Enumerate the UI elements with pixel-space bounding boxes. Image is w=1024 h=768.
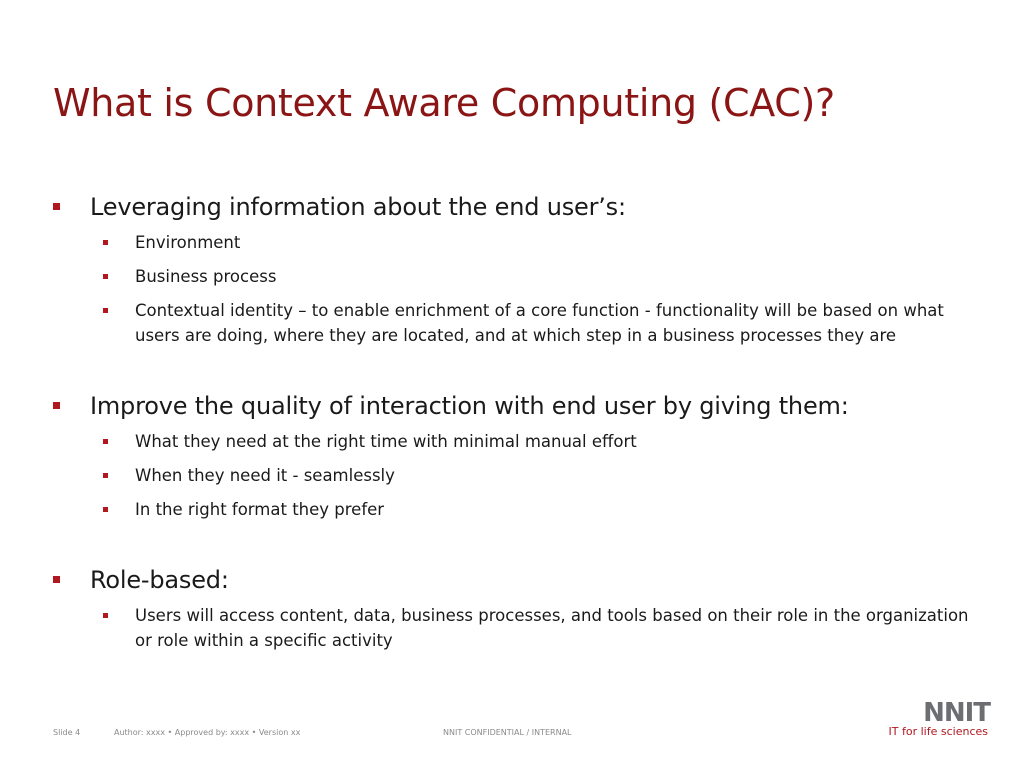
bullet-level1 (53, 391, 983, 421)
bullet-level1 (53, 565, 983, 595)
bullet-text: Improve the quality of interaction with end user by giving them: (90, 392, 849, 420)
square-bullet-icon (103, 613, 108, 618)
square-bullet-icon (103, 240, 108, 245)
bullet-text: Leveraging information about the end user’s: (90, 193, 626, 221)
square-bullet-icon (53, 576, 60, 583)
logo-tagline: IT for life sciences (888, 725, 988, 738)
bullet-level2 (53, 497, 983, 522)
bullet-level2 (53, 264, 983, 289)
bullet-level1 (53, 192, 983, 222)
slide-number: Slide 4 (53, 728, 81, 737)
bullet-level2 (53, 298, 983, 348)
logo-wordmark: NNIT (923, 698, 990, 728)
square-bullet-icon (103, 274, 108, 279)
square-bullet-icon (103, 473, 108, 478)
square-bullet-icon (103, 507, 108, 512)
bullet-text: What they need at the right time with minimal manual effort (135, 432, 637, 451)
bullet-level2 (53, 603, 983, 653)
square-bullet-icon (53, 203, 60, 210)
bullet-text: Contextual identity – to enable enrichment of a core function - functionality will be based on what users are doing, where they are located, and at which step in a business processes they are (135, 301, 944, 345)
slide-body (53, 192, 983, 653)
bullet-text: Users will access content, data, business processes, and tools based on their role in the organization or role within a specific activity (135, 606, 969, 650)
bullet-level2 (53, 230, 983, 255)
bullet-text: When they need it - seamlessly (135, 466, 395, 485)
footer-classification: NNIT CONFIDENTIAL / INTERNAL (443, 728, 572, 737)
footer-meta: Author: xxxx • Approved by: xxxx • Version xx (114, 728, 301, 737)
bullet-text: Environment (135, 233, 241, 252)
bullet-text: Business process (135, 267, 277, 286)
bullet-level2 (53, 429, 983, 454)
square-bullet-icon (53, 402, 60, 409)
bullet-text: Role-based: (90, 566, 229, 594)
square-bullet-icon (103, 439, 108, 444)
bullet-level2 (53, 463, 983, 488)
square-bullet-icon (103, 308, 108, 313)
nnit-logo (868, 700, 992, 742)
bullet-text: In the right format they prefer (135, 500, 385, 519)
slide-title: What is Context Aware Computing (CAC)? (53, 81, 835, 125)
